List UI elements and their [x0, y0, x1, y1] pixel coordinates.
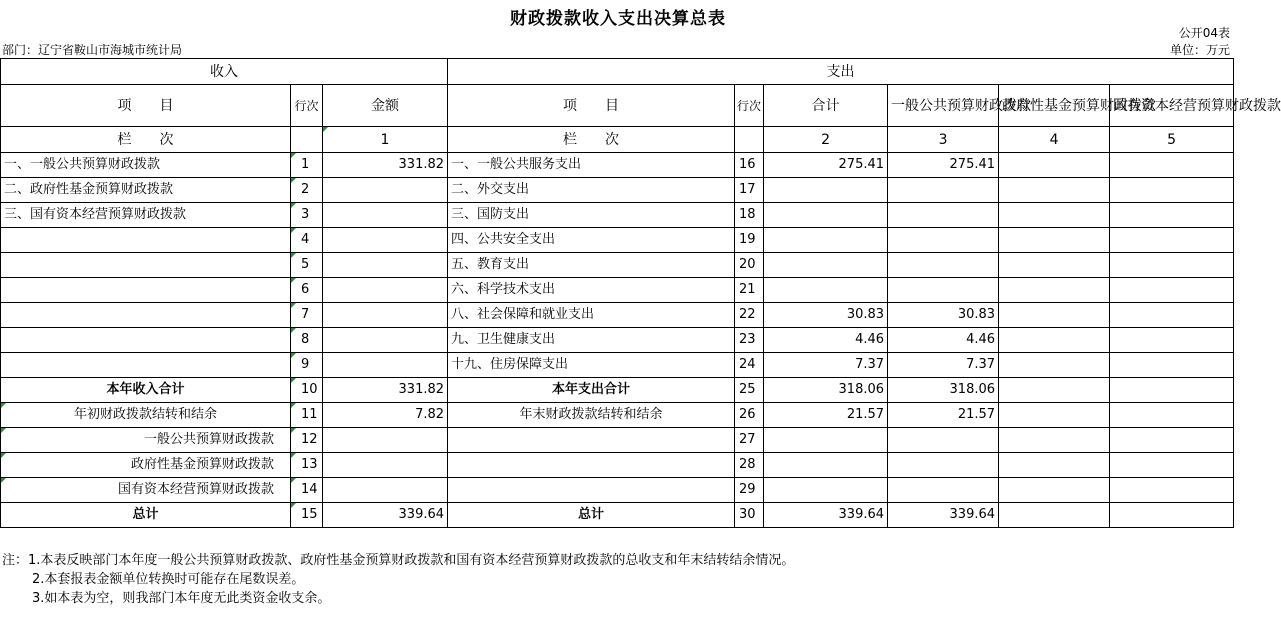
expense-row-number-text: 23: [739, 332, 756, 347]
column-number: 1: [323, 127, 448, 153]
income-row-number-text: 3: [301, 207, 310, 222]
table-row: [1, 353, 1234, 378]
expense-row-number: [735, 428, 764, 453]
expense-item-cell: [448, 328, 735, 353]
income-amount-cell: [323, 328, 448, 353]
state-capital-cell: [1110, 153, 1234, 178]
income-row-number-text: 14: [301, 482, 318, 497]
expense-total-cell: [764, 253, 888, 278]
cell-marker: [291, 203, 296, 208]
income-amount-cell-text: 339.64: [398, 507, 445, 522]
table-row: [1, 378, 1234, 403]
expense-item-cell-text: 四、公共安全支出: [451, 232, 556, 247]
income-row-number-text: 2: [301, 182, 310, 197]
state-capital-cell: [1110, 478, 1234, 503]
income-item-cell-text: 政府性基金预算财政拨款: [130, 457, 274, 472]
note-line: 3.如本表为空，则我部门本年度无此类资金收支余。: [32, 591, 331, 606]
income-row-number-text: 15: [301, 507, 318, 522]
income-item-cell: [1, 203, 291, 228]
income-row-number-text: 12: [301, 432, 318, 447]
cell-marker: [291, 478, 296, 483]
fund-budget-cell: [999, 503, 1110, 528]
cell-marker: [1, 478, 6, 483]
income-section-header: 收入: [1, 59, 448, 85]
income-amount-cell: [323, 353, 448, 378]
income-row-number-text: 4: [301, 232, 310, 247]
note-line: 2.本套报表金额单位转换时可能存在尾数误差。: [32, 572, 305, 587]
expense-row-number-text: 20: [739, 257, 756, 272]
income-item-cell: [1, 353, 291, 378]
column-number: 5: [1110, 127, 1234, 153]
expense-item-header: 项 目: [448, 85, 735, 127]
fund-budget-header: 政府性基金预算财政拨款: [999, 85, 1110, 127]
income-row-number: [291, 478, 323, 503]
expense-row-number-text: 17: [739, 182, 756, 197]
general-budget-cell: [888, 403, 999, 428]
fund-budget-cell: [999, 428, 1110, 453]
fund-budget-cell: [999, 353, 1110, 378]
state-capital-cell: [1110, 428, 1234, 453]
expense-item-cell: [448, 503, 735, 528]
expense-total-cell-text: 7.37: [855, 357, 885, 372]
general-budget-cell: [888, 478, 999, 503]
expense-total-cell: [764, 503, 888, 528]
expense-row-number: [735, 328, 764, 353]
expense-total-header: 合计: [764, 85, 888, 127]
fund-budget-cell: [999, 328, 1110, 353]
general-budget-cell-text: 339.64: [949, 507, 996, 522]
income-amount-cell: [323, 453, 448, 478]
table-row: [1, 328, 1234, 353]
income-item-cell-text: 二、政府性基金预算财政拨款: [4, 182, 174, 197]
general-budget-cell-text: 7.37: [966, 357, 996, 372]
general-budget-cell: [888, 453, 999, 478]
income-row-number-text: 8: [301, 332, 310, 347]
table-row: [1, 278, 1234, 303]
fund-budget-cell: [999, 228, 1110, 253]
state-capital-cell: [1110, 403, 1234, 428]
table-row: [1, 453, 1234, 478]
fund-budget-cell: [999, 478, 1110, 503]
cell-marker: [291, 178, 296, 183]
expense-row-number-text: 18: [739, 207, 756, 222]
expense-item-cell-text: 六、科学技术支出: [451, 282, 556, 297]
income-row-number: [291, 153, 323, 178]
general-budget-cell: [888, 378, 999, 403]
income-item-cell: [1, 503, 291, 528]
income-item-cell-text: 本年收入合计: [106, 382, 185, 397]
report-title: 财政拨款收入支出决算总表: [510, 9, 726, 29]
cell-marker: [291, 453, 296, 458]
income-item-cell-text: 一、一般公共预算财政拨款: [4, 157, 161, 172]
state-capital-cell: [1110, 378, 1234, 403]
general-budget-cell: [888, 203, 999, 228]
expense-item-cell-text: 八、社会保障和就业支出: [451, 307, 595, 322]
form-number: 公开04表: [1178, 26, 1230, 40]
income-amount-cell: [323, 178, 448, 203]
income-amount-cell: [323, 378, 448, 403]
expense-row-number: [735, 478, 764, 503]
expense-row-number-text: 29: [739, 482, 756, 497]
general-budget-header: 一般公共预算财政拨款: [888, 85, 999, 127]
table-row: [1, 303, 1234, 328]
expense-total-cell: [764, 303, 888, 328]
fund-budget-cell: [999, 153, 1110, 178]
income-row-number-text: 1: [301, 157, 310, 172]
column-number: 2: [764, 127, 888, 153]
state-capital-cell: [1110, 278, 1234, 303]
table-row: [1, 228, 1234, 253]
income-item-cell: [1, 378, 291, 403]
table-row: [1, 503, 1234, 528]
expense-item-cell: [448, 203, 735, 228]
income-item-cell: [1, 403, 291, 428]
cell-marker: [291, 153, 296, 158]
income-row-number-text: 6: [301, 282, 310, 297]
expense-item-cell-text: 三、国防支出: [451, 207, 530, 222]
cell-marker: [291, 428, 296, 433]
expense-total-cell: [764, 178, 888, 203]
income-row-number-text: 10: [301, 382, 318, 397]
cell-marker: [291, 328, 296, 333]
state-capital-cell: [1110, 503, 1234, 528]
expense-item-cell-text: 二、外交支出: [451, 182, 530, 197]
expense-item-cell-text: 九、卫生健康支出: [451, 332, 556, 347]
income-row-number-text: 13: [301, 457, 318, 472]
expense-row-number-text: 19: [739, 232, 756, 247]
income-amount-cell: [323, 228, 448, 253]
state-capital-cell: [1110, 253, 1234, 278]
cell-marker: [323, 127, 328, 132]
department-label: 部门：辽宁省鞍山市海城市统计局: [2, 43, 183, 57]
table-row: [1, 403, 1234, 428]
expense-row-number: [735, 503, 764, 528]
expense-row-no-header: 行次: [735, 85, 764, 127]
income-amount-cell-text: 331.82: [398, 157, 445, 172]
general-budget-cell: [888, 153, 999, 178]
expense-total-cell-text: 21.57: [846, 407, 885, 422]
income-row-number: [291, 178, 323, 203]
expense-row-number: [735, 378, 764, 403]
expense-total-cell: [764, 453, 888, 478]
state-capital-cell: [1110, 328, 1234, 353]
expense-total-cell: [764, 478, 888, 503]
income-row-number-text: 5: [301, 257, 310, 272]
income-item-cell: [1, 228, 291, 253]
expense-total-cell-text: 318.06: [838, 382, 885, 397]
expense-row-number: [735, 278, 764, 303]
expense-row-number: [735, 228, 764, 253]
expense-total-cell: [764, 403, 888, 428]
expense-item-cell-text: 五、教育支出: [451, 257, 530, 272]
income-row-number-text: 11: [301, 407, 318, 422]
empty-cell: [291, 127, 323, 153]
general-budget-cell: [888, 503, 999, 528]
general-budget-cell-text: 318.06: [949, 382, 996, 397]
expense-item-cell: [448, 178, 735, 203]
income-item-cell: [1, 278, 291, 303]
fund-budget-cell: [999, 378, 1110, 403]
income-item-header: 项 目: [1, 85, 291, 127]
cell-marker: [291, 228, 296, 233]
income-item-cell: [1, 153, 291, 178]
expense-item-cell: [448, 453, 735, 478]
income-amount-cell: [323, 403, 448, 428]
cell-marker: [291, 278, 296, 283]
expense-row-number: [735, 303, 764, 328]
expense-row-number-text: 24: [739, 357, 756, 372]
income-amount-header: 金额: [323, 85, 448, 127]
income-item-cell-text: 总计: [132, 507, 159, 522]
cell-marker: [291, 403, 296, 408]
general-budget-cell: [888, 278, 999, 303]
expense-item-cell: [448, 153, 735, 178]
expense-row-number-text: 26: [739, 407, 756, 422]
fund-budget-cell: [999, 253, 1110, 278]
income-item-cell: [1, 478, 291, 503]
income-row-number: [291, 278, 323, 303]
state-capital-cell: [1110, 453, 1234, 478]
expense-row-number: [735, 178, 764, 203]
expense-total-cell: [764, 428, 888, 453]
note-line: 注：1.本表反映部门本年度一般公共预算财政拨款、政府性基金预算财政拨款和国有资本经营预算财政拨款的总收支和年末结转结余情况。: [2, 553, 795, 568]
section-header-row: [1, 59, 1234, 85]
fund-budget-cell: [999, 303, 1110, 328]
expense-total-cell-text: 4.46: [855, 332, 885, 347]
expense-total-cell-text: 30.83: [846, 307, 885, 322]
income-item-cell: [1, 178, 291, 203]
general-budget-cell-text: 275.41: [949, 157, 996, 172]
expense-total-cell: [764, 203, 888, 228]
expense-row-number: [735, 153, 764, 178]
table-row: [1, 478, 1234, 503]
expense-item-cell-text: 本年支出合计: [552, 382, 631, 397]
income-row-number-text: 7: [301, 307, 310, 322]
income-item-cell: [1, 303, 291, 328]
general-budget-cell: [888, 328, 999, 353]
table-row: [1, 178, 1234, 203]
fund-budget-cell: [999, 403, 1110, 428]
expense-section-header: 支出: [448, 59, 1234, 85]
income-row-number: [291, 378, 323, 403]
expense-item-cell: [448, 253, 735, 278]
cell-marker: [1, 453, 6, 458]
state-capital-cell: [1110, 203, 1234, 228]
table-row: [1, 203, 1234, 228]
cell-marker: [291, 303, 296, 308]
expense-column-label: 栏 次: [448, 127, 735, 153]
state-capital-cell: [1110, 353, 1234, 378]
expense-item-cell: [448, 403, 735, 428]
general-budget-cell-text: 4.46: [966, 332, 996, 347]
cell-marker: [291, 378, 296, 383]
general-budget-cell-text: 21.57: [957, 407, 996, 422]
table-body: [1, 153, 1234, 528]
income-item-cell: [1, 253, 291, 278]
expense-item-cell: [448, 428, 735, 453]
state-capital-header: 国有资本经营预算财政拨款: [1110, 85, 1234, 127]
cell-marker: [1, 403, 6, 408]
income-item-cell: [1, 453, 291, 478]
table-row: [1, 428, 1234, 453]
income-item-cell: [1, 328, 291, 353]
income-item-cell-text: 年初财政拨款结转和结余: [73, 407, 217, 422]
notes: [2, 551, 794, 608]
unit-label: 单位：万元: [1169, 43, 1230, 57]
expense-total-cell: [764, 228, 888, 253]
income-row-no-header: 行次: [291, 85, 323, 127]
expense-total-cell: [764, 153, 888, 178]
expense-total-cell-text: 275.41: [838, 157, 885, 172]
empty-cell: [735, 127, 764, 153]
general-budget-cell: [888, 228, 999, 253]
expense-item-cell-text: 年末财政拨款结转和结余: [519, 407, 663, 422]
expense-row-number: [735, 453, 764, 478]
fund-budget-cell: [999, 453, 1110, 478]
expense-row-number: [735, 403, 764, 428]
cell-marker: [291, 253, 296, 258]
expense-row-number-text: 27: [739, 432, 756, 447]
general-budget-cell: [888, 178, 999, 203]
expense-total-cell: [764, 353, 888, 378]
income-item-cell-text: 三、国有资本经营预算财政拨款: [4, 207, 187, 222]
income-column-label: 栏 次: [1, 127, 291, 153]
general-budget-cell: [888, 303, 999, 328]
state-capital-cell: [1110, 303, 1234, 328]
expense-row-number: [735, 353, 764, 378]
income-amount-cell: [323, 428, 448, 453]
income-amount-cell: [323, 478, 448, 503]
income-amount-cell: [323, 303, 448, 328]
expense-row-number-text: 30: [739, 507, 756, 522]
budget-table: [0, 58, 1281, 528]
expense-total-cell-text: 339.64: [838, 507, 885, 522]
income-amount-cell-text: 7.82: [415, 407, 445, 422]
income-row-number: [291, 428, 323, 453]
cell-marker: [1, 428, 6, 433]
income-row-number: [291, 228, 323, 253]
fund-budget-cell: [999, 178, 1110, 203]
income-amount-cell: [323, 278, 448, 303]
expense-total-cell: [764, 378, 888, 403]
column-number: 4: [999, 127, 1110, 153]
income-row-number-text: 9: [301, 357, 310, 372]
table-row: [1, 253, 1234, 278]
expense-row-number: [735, 203, 764, 228]
expense-item-cell: [448, 353, 735, 378]
cell-marker: [291, 503, 296, 508]
expense-item-cell: [448, 278, 735, 303]
expense-total-cell: [764, 328, 888, 353]
expense-row-number-text: 28: [739, 457, 756, 472]
expense-row-number-text: 22: [739, 307, 756, 322]
column-number: 3: [888, 127, 999, 153]
general-budget-cell: [888, 428, 999, 453]
expense-item-cell-text: 十九、住房保障支出: [451, 357, 569, 372]
column-header-row: [1, 85, 1234, 127]
expense-row-number-text: 25: [739, 382, 756, 397]
income-row-number: [291, 303, 323, 328]
income-item-cell-text: 一般公共预算财政拨款: [143, 432, 274, 447]
expense-row-number-text: 16: [739, 157, 756, 172]
state-capital-cell: [1110, 178, 1234, 203]
income-amount-cell: [323, 203, 448, 228]
expense-row-number: [735, 253, 764, 278]
fund-budget-cell: [999, 203, 1110, 228]
income-row-number: [291, 253, 323, 278]
expense-item-cell-text: 总计: [578, 507, 605, 522]
income-row-number: [291, 328, 323, 353]
income-amount-cell: [323, 253, 448, 278]
income-row-number: [291, 403, 323, 428]
fund-budget-cell: [999, 278, 1110, 303]
income-amount-cell: [323, 153, 448, 178]
expense-item-cell: [448, 478, 735, 503]
income-row-number: [291, 503, 323, 528]
expense-item-cell: [448, 303, 735, 328]
state-capital-cell: [1110, 228, 1234, 253]
income-row-number: [291, 453, 323, 478]
expense-row-number-text: 21: [739, 282, 756, 297]
column-number-row: [1, 127, 1234, 153]
expense-item-cell-text: 一、一般公共服务支出: [451, 157, 582, 172]
expense-item-cell: [448, 378, 735, 403]
general-budget-cell-text: 30.83: [957, 307, 996, 322]
income-amount-cell-text: 331.82: [398, 382, 445, 397]
income-amount-cell: [323, 503, 448, 528]
general-budget-cell: [888, 253, 999, 278]
cell-marker: [291, 353, 296, 358]
income-item-cell: [1, 428, 291, 453]
expense-total-cell: [764, 278, 888, 303]
expense-item-cell: [448, 228, 735, 253]
income-row-number: [291, 353, 323, 378]
table-row: [1, 153, 1234, 178]
general-budget-cell: [888, 353, 999, 378]
income-item-cell-text: 国有资本经营预算财政拨款: [117, 482, 274, 497]
income-row-number: [291, 203, 323, 228]
